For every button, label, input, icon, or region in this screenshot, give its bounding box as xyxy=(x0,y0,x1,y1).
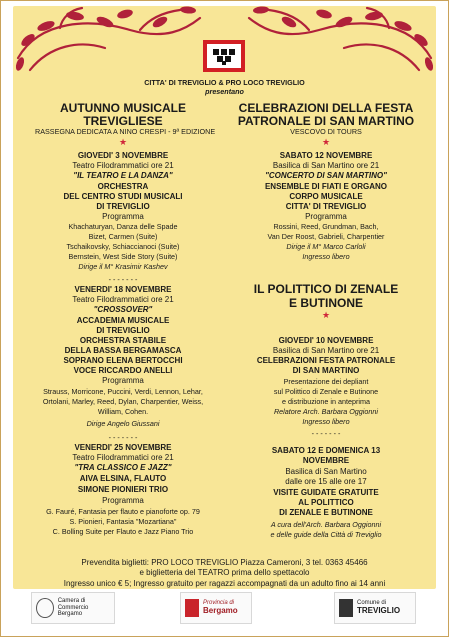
shield-icon xyxy=(185,599,199,617)
ev2-program-item: Strauss, Morricone, Puccini, Verdi, Lennon, Lehar, xyxy=(43,387,203,396)
right-title-2: PATRONALE DI SAN MARTINO xyxy=(237,114,415,128)
r-ev3-credit: e delle guide della Città di Treviglio xyxy=(270,530,382,539)
r-ev1-venue: Basilica di San Martino ore 21 xyxy=(272,161,380,170)
ev3-performer: SIMONE PIONIERI TRIO xyxy=(77,485,169,494)
ev2-performer: ORCHESTRA STABILE xyxy=(79,336,167,345)
ev2-program-item: Ortolani, Marley, Reed, Dylan, Charpentier, Weiss, xyxy=(42,397,204,406)
info-line-3: Ingresso unico € 5; Ingresso gratuito per ragazzi accompagnati da un adulto fino ai 14 anni xyxy=(63,579,386,588)
ev2-date: VENERDI' 18 NOVEMBRE xyxy=(74,285,172,294)
sponsor-text: Provincia di xyxy=(203,600,235,607)
r-ev2-name: CELEBRAZIONI FESTA PATRONALE xyxy=(256,356,396,365)
r-ev1-performer: CORPO MUSICALE xyxy=(289,192,363,201)
treviglio-coat-of-arms-logo xyxy=(203,40,245,72)
r-ev3-date: NOVEMBRE xyxy=(302,456,350,465)
r-ev2-desc: Presentazione dei depliant xyxy=(283,377,369,386)
ev1-programma: Programma xyxy=(102,212,144,221)
ev2-performer: DELLA BASSA BERGAMASCA xyxy=(64,346,182,355)
ev3-program-item: G. Fauré, Fantasia per flauto e pianoforte op. 79 xyxy=(46,507,200,516)
sponsor-text: Camera di Commercio xyxy=(57,598,89,611)
ev2-performer: DI TREVIGLIO xyxy=(96,326,150,335)
star-icon: ★ xyxy=(321,310,331,320)
sponsor-text: TREVIGLIO xyxy=(357,605,401,615)
left-title-2: TREVIGLIESE xyxy=(83,114,163,128)
r-ev2-desc: e distribuzione in anteprima xyxy=(282,397,370,406)
right-title-1: CELEBRAZIONI DELLA FESTA xyxy=(238,101,414,115)
ev2-performer: SOPRANO ELENA BERTOCCHI xyxy=(63,356,183,365)
ev2-performer: VOCE RICCARDO ANELLI xyxy=(73,366,173,375)
sponsor-text: Bergamo xyxy=(203,605,238,615)
r-ev2-free: Ingresso libero xyxy=(302,417,350,426)
star-icon: ★ xyxy=(118,137,128,147)
r-ev1-performer: CITTA' DI TREVIGLIO xyxy=(285,202,367,211)
r-ev3-date: SABATO 12 E DOMENICA 13 xyxy=(271,446,381,455)
ev2-name: "CROSSOVER" xyxy=(93,305,153,314)
r-ev2-desc: sul Polittico di Zenale e Butinone xyxy=(273,387,379,396)
ev1-program-item: Bernstein, West Side Story (Suite) xyxy=(68,252,178,261)
r-ev2-venue: Basilica di San Martino ore 21 xyxy=(272,346,380,355)
ev2-programma: Programma xyxy=(102,376,144,385)
sponsor-text: Bergamo xyxy=(57,611,83,618)
r-ev2-name: DI SAN MARTINO xyxy=(292,366,360,375)
ev1-program-item: Bizet, Carmen (Suite) xyxy=(88,232,158,241)
r-ev2-date: GIOVEDI' 10 NOVEMBRE xyxy=(278,336,374,345)
ev1-name: "IL TEATRO E LA DANZA" xyxy=(73,171,173,180)
r-ev1-name: "CONCERTO DI SAN MARTINO" xyxy=(265,171,387,180)
info-line-2: e biglietteria del TEATRO prima dello spettacolo xyxy=(139,568,310,577)
separator: - - - - - - - xyxy=(108,433,138,442)
ev3-program-item: C. Bolling Suite per Flauto e Jazz Piano Trio xyxy=(52,527,194,536)
organizers: CITTA' DI TREVIGLIO & PRO LOCO TREVIGLIO xyxy=(144,78,305,87)
ev3-name: "TRA CLASSICO E JAZZ" xyxy=(74,463,172,472)
ev3-program-item: S. Pionieri, Fantasia "Mozartiana" xyxy=(69,517,177,526)
ev1-program-item: Tschaikovsky, Schiaccianoci (Suite) xyxy=(66,242,180,251)
separator: - - - - - - - xyxy=(108,275,138,284)
right-title-3: IL POLITTICO DI ZENALE xyxy=(253,282,399,296)
r-ev3-name: AL POLITTICO xyxy=(298,498,354,507)
r-ev1-performer: ENSEMBLE DI FIATI E ORGANO xyxy=(264,182,388,191)
left-title-1: AUTUNNO MUSICALE xyxy=(60,101,186,115)
ev3-venue: Teatro Filodrammatici ore 21 xyxy=(72,453,174,462)
ev1-performer-1: ORCHESTRA xyxy=(97,182,149,191)
ev3-programma: Programma xyxy=(102,496,144,505)
shield-icon xyxy=(339,599,353,617)
presentano: presentano xyxy=(205,87,244,96)
ev1-date: GIOVEDI' 3 NOVEMBRE xyxy=(77,151,169,160)
ev2-director: Dirige Angelo Giussani xyxy=(86,419,160,428)
sponsor-text: Comune di xyxy=(357,600,387,607)
r-ev3-hours: dalle ore 15 alle ore 17 xyxy=(285,477,367,486)
ev1-performer-2: DEL CENTRO STUDI MUSICALI xyxy=(63,192,183,201)
seal-icon xyxy=(36,598,54,618)
ev1-director: Dirige il M° Krasimir Kashev xyxy=(78,262,168,271)
separator: - - - - - - - xyxy=(311,429,341,438)
sponsor-camera-commercio xyxy=(31,592,115,624)
left-subtitle: RASSEGNA DEDICATA A NINO CRESPI - 9ª EDIZIONE xyxy=(35,127,216,136)
ev1-venue: Teatro Filodrammatici ore 21 xyxy=(72,161,174,170)
star-icon: ★ xyxy=(321,137,331,147)
ev1-performer-3: DI TREVIGLIO xyxy=(96,202,150,211)
right-subtitle: VESCOVO DI TOURS xyxy=(290,127,362,136)
r-ev2-relatore: Relatore Arch. Barbara Oggionni xyxy=(273,407,378,416)
r-ev1-director: Dirige il M° Marco Carloli xyxy=(286,242,366,251)
ev1-program-item: Khachaturyan, Danza delle Spade xyxy=(68,222,178,231)
ev2-program-item: William, Cohen. xyxy=(97,407,149,416)
r-ev1-free: Ingresso libero xyxy=(302,252,350,261)
info-line-1: Prevendita biglietti: PRO LOCO TREVIGLIO Piazza Cameroni, 3 tel. 0363 45466 xyxy=(81,558,368,567)
r-ev1-program-item: Rossini, Reed, Grundman, Bach, xyxy=(273,222,379,231)
r-ev3-name: DI ZENALE E BUTINONE xyxy=(279,508,373,517)
sponsor-provincia xyxy=(180,592,252,624)
r-ev1-program-item: Van Der Roost, Gabrieli, Charpentier xyxy=(267,232,385,241)
r-ev3-venue: Basilica di San Martino xyxy=(285,467,367,476)
r-ev1-date: SABATO 12 NOVEMBRE xyxy=(279,151,373,160)
sponsor-comune xyxy=(334,592,416,624)
r-ev3-name: VISITE GUIDATE GRATUITE xyxy=(273,488,379,497)
ev2-venue: Teatro Filodrammatici ore 21 xyxy=(72,295,174,304)
ev2-performer: ACCADEMIA MUSICALE xyxy=(76,316,170,325)
ev3-performer: AIVA ELSINA, FLAUTO xyxy=(79,474,167,483)
ev3-date: VENERDI' 25 NOVEMBRE xyxy=(74,443,172,452)
right-title-4: E BUTINONE xyxy=(288,296,363,310)
r-ev1-programma: Programma xyxy=(305,212,347,221)
r-ev3-credit: A cura dell'Arch. Barbara Oggionni xyxy=(270,520,382,529)
